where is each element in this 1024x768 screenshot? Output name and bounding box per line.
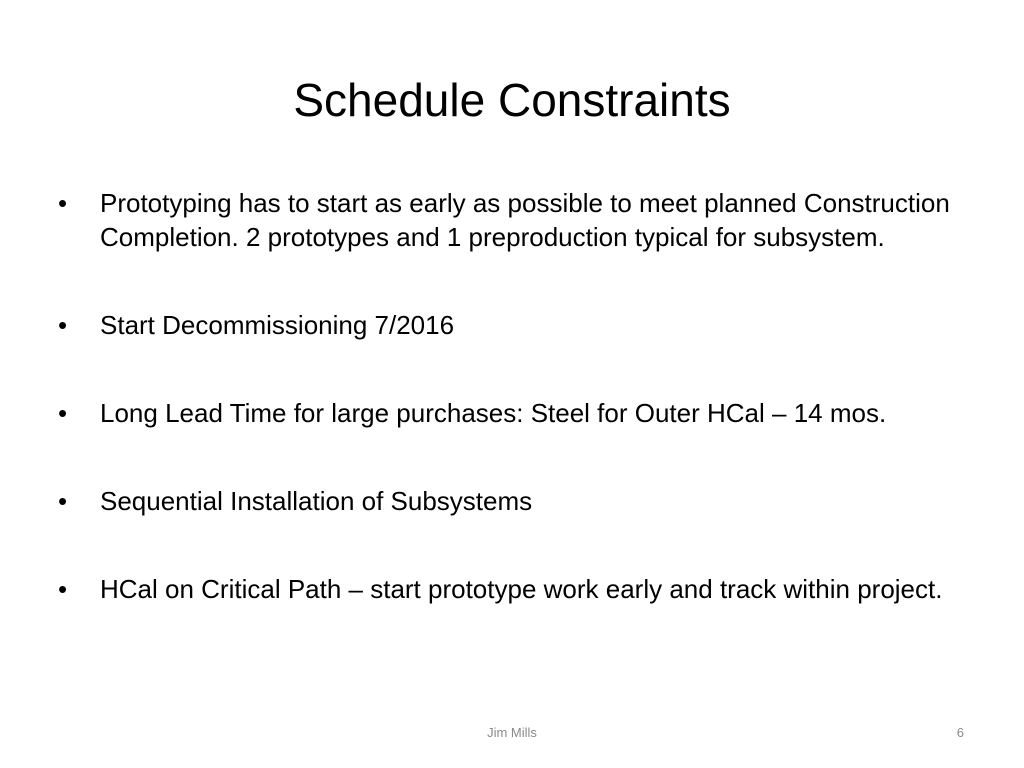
bullet-list — [58, 186, 978, 606]
bullet-icon: • — [58, 486, 68, 516]
bullet-item — [58, 308, 978, 342]
bullet-text: Sequential Installation of Subsystems — [100, 486, 533, 516]
page-number: 6 — [956, 725, 964, 740]
bullet-icon: • — [58, 310, 68, 340]
bullet-icon: • — [58, 188, 68, 218]
bullet-text: Start Decommissioning 7/2016 — [100, 310, 455, 340]
bullet-item — [58, 484, 978, 518]
bullet-text: Prototyping has to start as early as possible to meet planned Construction Completion. 2 prototypes and 1 preproduction typical for subsystem. — [100, 188, 950, 252]
bullet-text: Long Lead Time for large purchases: Steel for Outer HCal – 14 mos. — [100, 398, 887, 428]
footer-author: Jim Mills — [487, 725, 537, 740]
bullet-text: HCal on Critical Path – start prototype work early and track within project. — [100, 574, 943, 604]
bullet-item — [58, 396, 978, 430]
slide-title: Schedule Constraints — [293, 74, 731, 126]
bullet-icon: • — [58, 398, 68, 428]
bullet-item — [58, 572, 978, 606]
bullet-item — [58, 186, 978, 254]
bullet-icon: • — [58, 574, 68, 604]
